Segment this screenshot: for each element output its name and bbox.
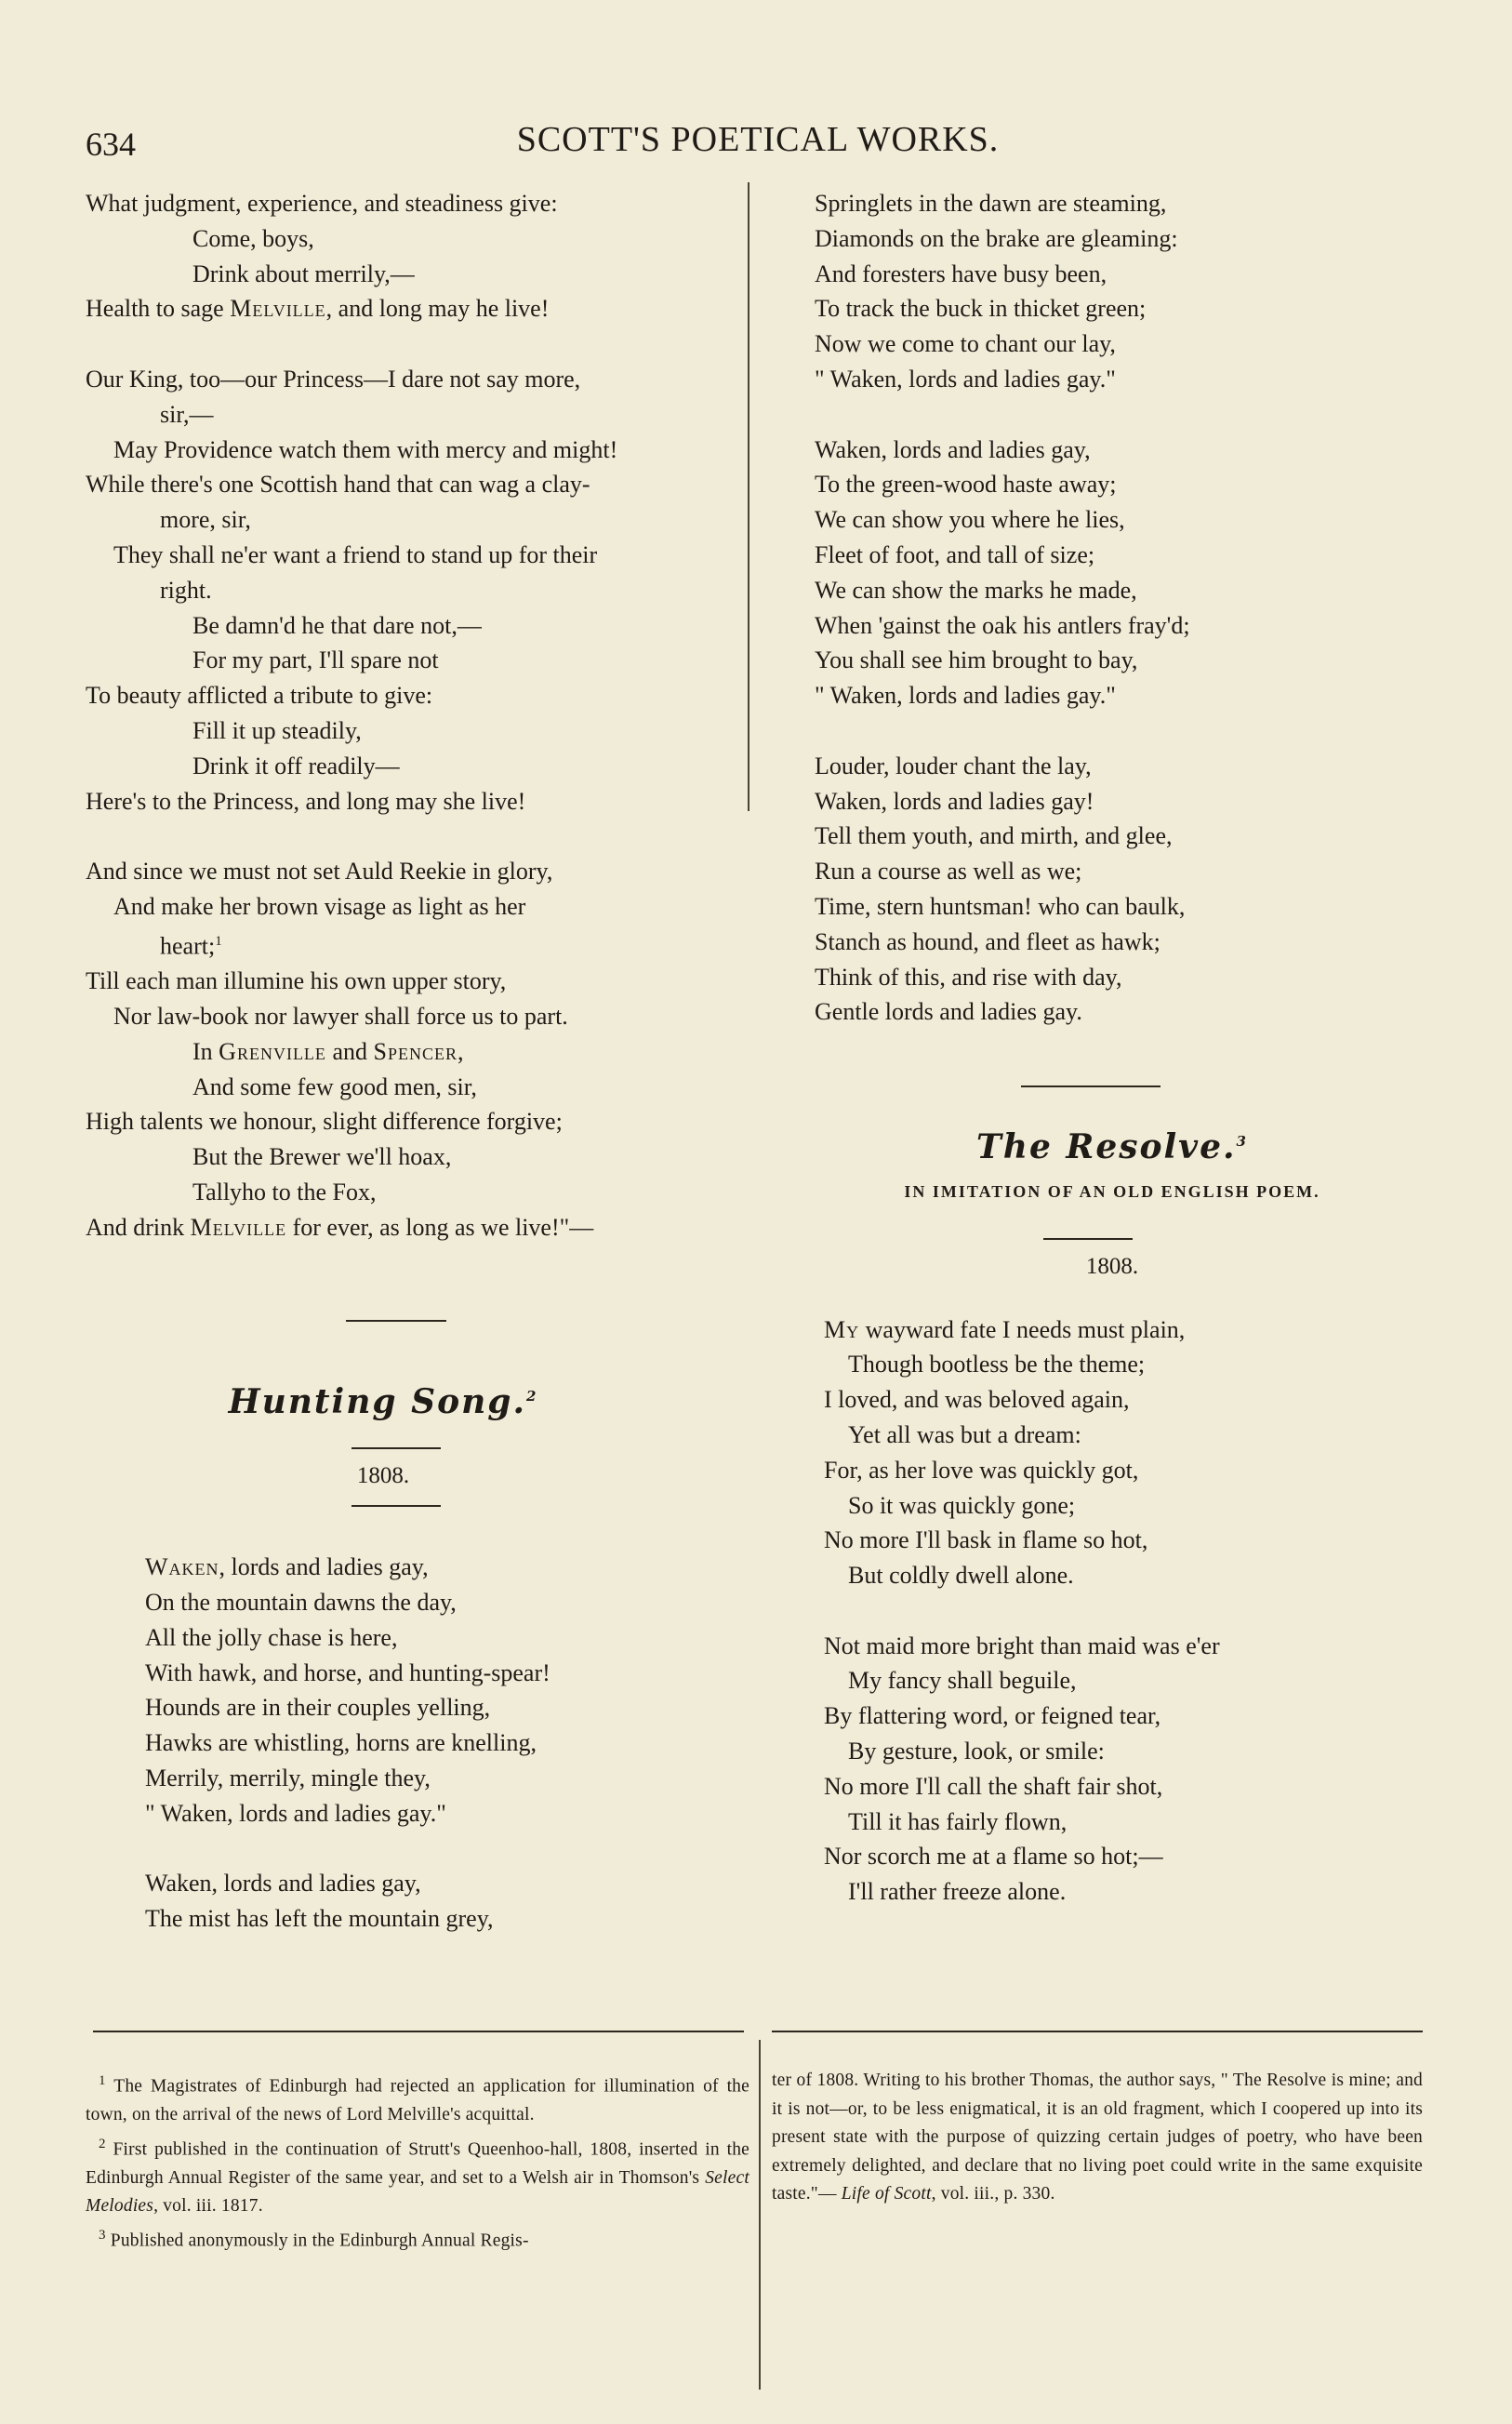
verse-line: Here's to the Princess, and long may she live! [86, 787, 526, 815]
first-word-smallcaps: My [824, 1315, 860, 1343]
verse-line: Drink it off readily— [192, 752, 400, 779]
poem-title [30, 1379, 736, 1420]
verse-line: What judgment, experience, and steadiness give: [86, 190, 558, 217]
verse-line: Our King, too—our Princess—I dare not say more, [86, 365, 581, 393]
verse-line: Gentle lords and ladies gay. [815, 998, 1082, 1026]
verse-line: Diamonds on the brake are gleaming: [815, 224, 1178, 252]
verse-line: We can show you where he lies, [815, 506, 1125, 534]
footnote-text: First published in the continuation of Strutt's Queenhoo-hall, 1808, inserted in the Edinburgh Annual Register of the same year, and set to a Welsh air in Thomson's [86, 2139, 749, 2188]
running-head: SCOTT'S POETICAL WORKS. [516, 120, 1000, 159]
verse-line: And since we must not set Auld Reekie in glory, [86, 858, 553, 886]
verse-line: sir,— [160, 400, 214, 428]
stanza-gap [86, 326, 736, 362]
poem-title-text: The Resolve. [976, 1127, 1237, 1167]
verse-line: While there's one Scottish hand that can wag a clay- [86, 471, 590, 499]
verse-line: Drink about merrily,— [192, 260, 415, 287]
footnote-ref: 1 [215, 933, 222, 949]
verse-line: Nor scorch me at a flame so hot;— [824, 1843, 1163, 1871]
verse-text: Health to sage [86, 295, 231, 323]
footnote-text: Published anonymously in the Edinburgh Annual Regis- [110, 2231, 529, 2250]
verse-line: I loved, and was beloved again, [824, 1386, 1130, 1414]
verse-line: Till each man illumine his own upper story, [86, 967, 507, 995]
name-smallcaps: Melville [230, 295, 326, 323]
verse-line: With hawk, and horse, and hunting-spear! [145, 1658, 550, 1686]
poem-title-text: Hunting Song. [228, 1381, 526, 1421]
verse-line: Louder, louder chant the lay, [815, 752, 1092, 779]
verse-line: Hounds are in their couples yelling, [145, 1694, 491, 1722]
name-smallcaps: Spencer [373, 1037, 458, 1065]
verse-line: For my part, I'll spare not [192, 646, 439, 674]
footnote-ref: 3 [1236, 1133, 1248, 1151]
verse-line: No more I'll bask in flame so hot, [824, 1526, 1148, 1554]
verse-line: Till it has fairly flown, [848, 1807, 1068, 1835]
verse-line: " Waken, lords and ladies gay." [815, 682, 1116, 710]
verse-text: , lords and ladies gay, [219, 1553, 429, 1581]
verse-text: and [325, 1037, 374, 1065]
verse-line: May Providence watch them with mercy and might! [113, 435, 618, 463]
stanza-gap [86, 1831, 736, 1867]
verse-line: " Waken, lords and ladies gay." [815, 365, 1116, 393]
stanza-gap [815, 1593, 1447, 1629]
name-smallcaps: Grenville [219, 1037, 326, 1065]
verse-line: The mist has left the mountain grey, [145, 1905, 494, 1933]
verse-line: I'll rather freeze alone. [848, 1878, 1067, 1906]
footnote-mark: 3 [99, 2227, 106, 2243]
right-column [815, 186, 1447, 1910]
footnote-mark: 1 [99, 2073, 106, 2088]
footnote-rule [772, 2031, 1423, 2032]
verse-line: Fleet of foot, and tall of size; [815, 540, 1095, 568]
verse-line: more, sir, [160, 506, 251, 534]
footnote [86, 2067, 749, 2130]
verse-line: Merrily, merrily, mingle they, [145, 1764, 431, 1791]
verse-line [86, 291, 736, 326]
poem-title [777, 1125, 1447, 1165]
verse-line [86, 1550, 736, 1585]
footnote-continued [772, 2067, 1423, 2209]
stanza-gap [815, 397, 1447, 433]
verse-line: In Grenville and Spencer, [192, 1037, 464, 1065]
poem-year: 1808. [1085, 1253, 1139, 1279]
verse-text: In [192, 1037, 219, 1065]
footnotes-left [86, 2067, 749, 2256]
footnote-column-divider [759, 2040, 761, 2390]
verse-line: Though bootless be the theme; [848, 1351, 1146, 1378]
verse-line: They shall ne'er want a friend to stand up for their [113, 540, 598, 568]
verse-line: And some few good men, sir, [192, 1072, 477, 1100]
verse-line: By gesture, look, or smile: [848, 1738, 1105, 1765]
footnotes-right [772, 2067, 1423, 2209]
first-word-smallcaps: Waken [145, 1553, 219, 1581]
verse-line: By flattering word, or feigned tear, [824, 1702, 1161, 1730]
verse-line: High talents we honour, slight difference forgive; [86, 1108, 563, 1136]
footnote-text: ter of 1808. Writing to his brother Thomas, the author says, " The Resolve is mine; and it is not—or, to be less enigmatical, it is an old fragment, which I coopered up into its present state with the purpose of quizzing certain judges of poetry, who have been extremely delighted, and declare that no living poet could write in the same exquisite taste."— [772, 2071, 1423, 2204]
verse-line: Springlets in the dawn are steaming, [815, 190, 1167, 217]
verse-text: heart; [160, 932, 216, 960]
footnote-italic: Life of Scott [841, 2184, 932, 2204]
verse-line: right. [160, 576, 212, 604]
verse-line: Waken, lords and ladies gay, [145, 1870, 421, 1898]
verse-line: When 'gainst the oak his antlers fray'd; [815, 611, 1190, 639]
stanza-gap [815, 713, 1447, 749]
verse-line [86, 925, 736, 964]
verse-line: My fancy shall beguile, [848, 1667, 1077, 1695]
verse-line: But coldly dwell alone. [848, 1562, 1074, 1590]
verse-line: Stanch as hound, and fleet as hawk; [815, 927, 1161, 955]
poem-year: 1808. [356, 1463, 410, 1489]
verse-line: Time, stern huntsman! who can baulk, [815, 892, 1186, 920]
page-number: 634 [86, 126, 136, 163]
verse-line: To the green-wood haste away; [815, 471, 1117, 499]
verse-line: Hawks are whistling, horns are knelling, [145, 1729, 537, 1757]
verse-line: So it was quickly gone; [848, 1491, 1076, 1519]
footnote [86, 2221, 749, 2256]
verse-line: All the jolly chase is here, [145, 1623, 398, 1651]
footnote-rule [93, 2031, 744, 2032]
verse-line: To beauty afflicted a tribute to give: [86, 682, 433, 710]
verse-line: Run a course as well as we; [815, 858, 1082, 886]
verse-line: No more I'll call the shaft fair shot, [824, 1772, 1163, 1800]
verse-line: Waken, lords and ladies gay, [815, 435, 1091, 463]
footnote-ref: 2 [526, 1387, 538, 1405]
verse-line: And foresters have busy been, [815, 260, 1107, 287]
verse-line [815, 1312, 1447, 1348]
footnote-text: The Magistrates of Edinburgh had rejected an application for illumination of the town, on the arrival of the news of Lord Melville's acquittal. [86, 2076, 749, 2124]
name-smallcaps: Melville [190, 1213, 287, 1241]
verse-line: Not maid more bright than maid was e'er [824, 1632, 1220, 1659]
left-column [86, 186, 736, 1937]
verse-line: Think of this, and rise with day, [815, 963, 1122, 991]
verse-line: Nor law-book nor lawyer shall force us to part. [113, 1002, 568, 1030]
verse-line: And make her brown visage as light as her [113, 892, 526, 920]
verse-line: " Waken, lords and ladies gay." [145, 1799, 446, 1827]
verse-text: wayward fate I needs must plain, [859, 1315, 1186, 1343]
verse-line: Fill it up steadily, [192, 716, 362, 744]
verse-line: Yet all was but a dream: [848, 1420, 1081, 1448]
verse-line: For, as her love was quickly got, [824, 1456, 1139, 1484]
verse-text: for ever, as long as we live!"— [286, 1213, 594, 1241]
verse-line: Be damn'd he that dare not,— [192, 611, 482, 639]
column-divider [748, 182, 749, 811]
verse-line: Tell them youth, and mirth, and glee, [815, 822, 1173, 850]
verse-line: Waken, lords and ladies gay! [815, 787, 1094, 815]
verse-line: You shall see him brought to bay, [815, 646, 1138, 674]
footnote-text: , vol. iii., p. 330. [931, 2184, 1055, 2204]
verse-text: And drink [86, 1213, 191, 1241]
verse-line: Tallyho to the Fox, [192, 1178, 377, 1205]
verse-line: On the mountain dawns the day, [145, 1588, 457, 1616]
poem-subtitle: IN IMITATION OF AN OLD ENGLISH POEM. [904, 1181, 1320, 1201]
verse-line: Now we come to chant our lay, [815, 330, 1116, 358]
verse-line: We can show the marks he made, [815, 576, 1137, 604]
stanza-gap [86, 819, 736, 854]
verse-line [86, 1210, 736, 1245]
verse-text: , and long may he live! [325, 295, 550, 323]
footnote-text: , vol. iii. 1817. [153, 2196, 263, 2216]
footnote-italic: Select Melodies [86, 2167, 749, 2216]
verse-line: To track the buck in thicket green; [815, 295, 1147, 323]
footnote [86, 2130, 749, 2221]
verse-line: But the Brewer we'll hoax, [192, 1143, 452, 1171]
verse-line: Come, boys, [192, 224, 314, 252]
footnote-mark: 2 [99, 2136, 106, 2151]
